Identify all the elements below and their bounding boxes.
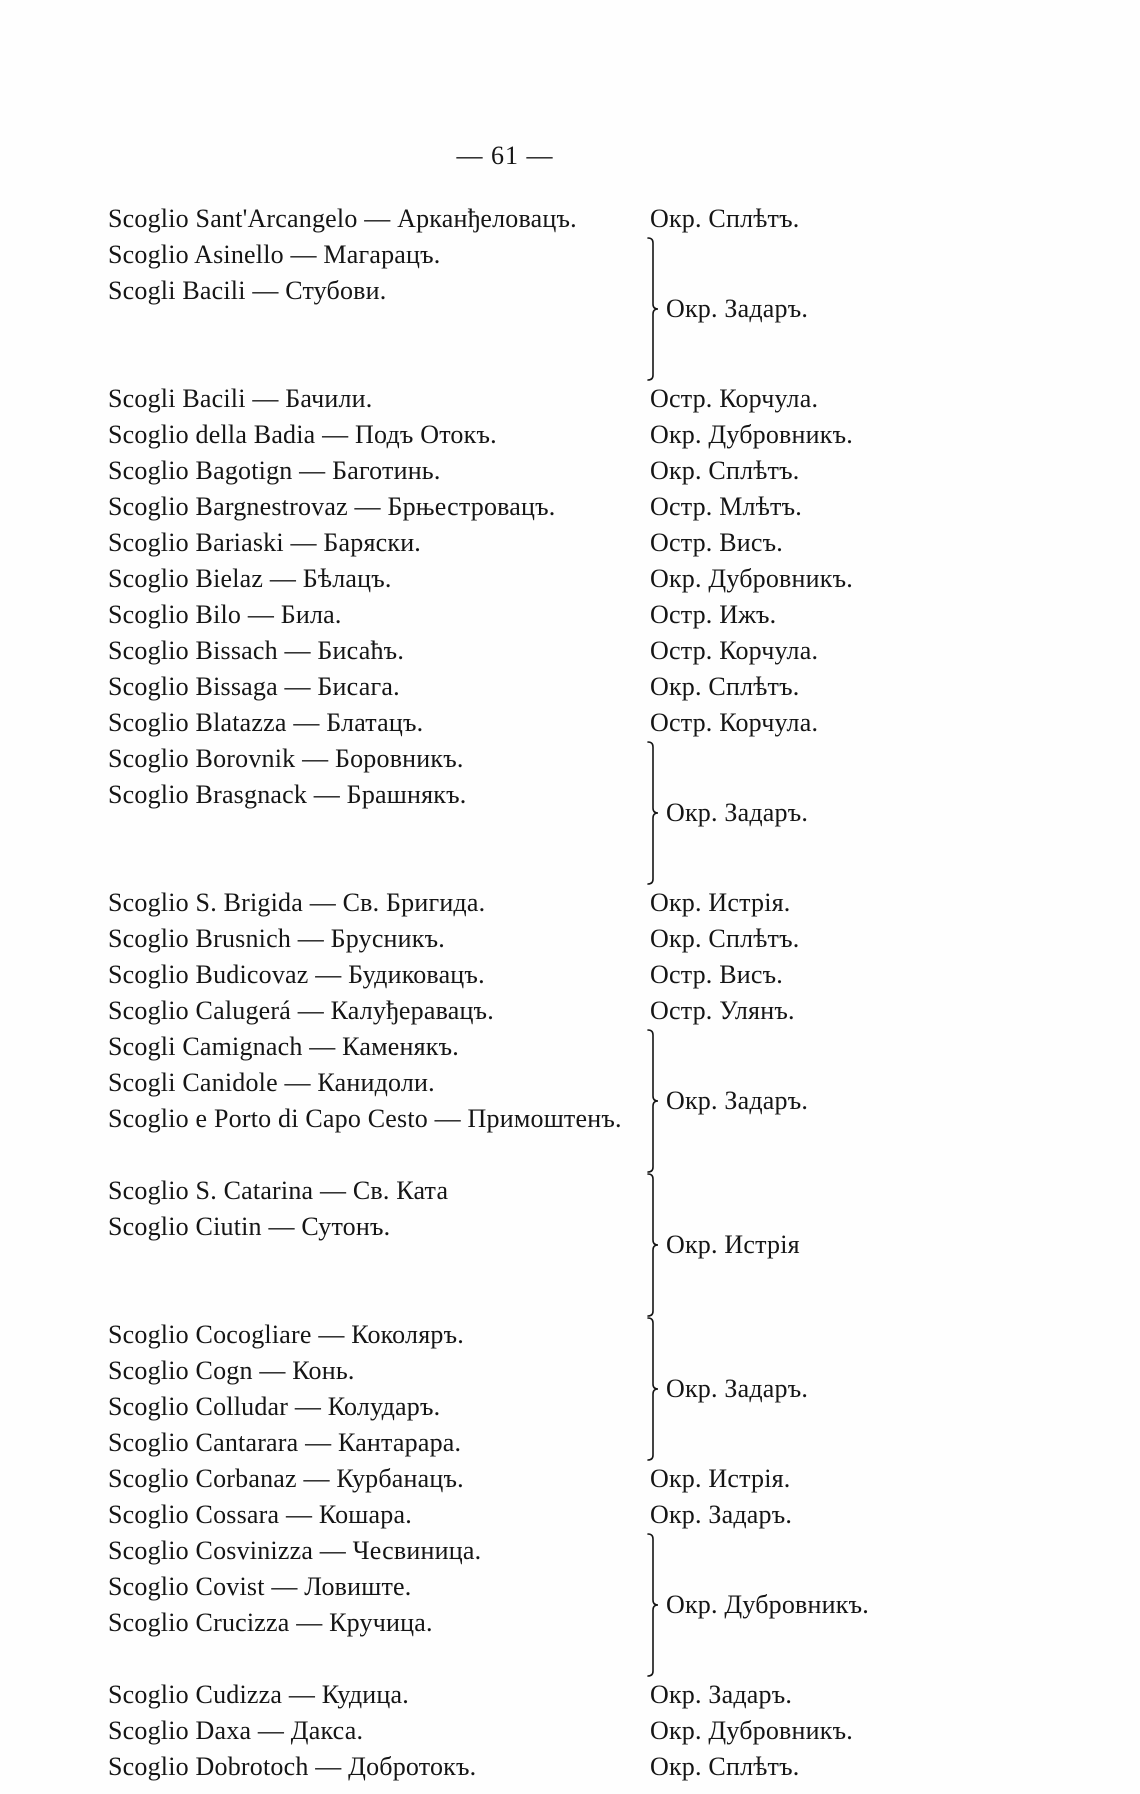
group-entries [108, 1461, 650, 1497]
district-label: Окр. Дубровникъ. [666, 1590, 869, 1619]
district-label: Остр. Млѣтъ. [650, 492, 802, 521]
entry-group [108, 741, 948, 885]
list-item: Scoglio Calugerá — Калуђеравацъ. [108, 996, 494, 1025]
district-cell [650, 1749, 799, 1785]
district-label: Остр. Корчула. [650, 708, 819, 737]
list-item: Scoglio Blatazza — Блатацъ. [108, 708, 424, 737]
group-entries [108, 885, 650, 921]
brace-stroke [648, 742, 658, 884]
district-cell [650, 1461, 791, 1497]
entry-group [108, 525, 948, 561]
district-cell [650, 705, 818, 741]
group-entries [108, 489, 650, 525]
district-label: Окр. Задаръ. [650, 1680, 793, 1709]
list-item: Scoglio Corbanaz — Курбанацъ. [108, 1464, 464, 1493]
group-entries [108, 921, 650, 957]
district-cell [650, 201, 799, 237]
group-entries [108, 1173, 650, 1317]
district-label: Окр. Задаръ. [666, 798, 809, 827]
entry-group [108, 1713, 948, 1749]
brace-stroke [648, 238, 658, 380]
entry-group [108, 633, 948, 669]
list-item: Scoglio Bargnestrovaz — Брњестровацъ. [108, 492, 556, 521]
district-cell [650, 453, 799, 489]
list-item: Scoglio e Porto di Capo Cesto — Примоштенъ. [108, 1104, 622, 1133]
brace-stroke [648, 1030, 658, 1172]
group-entries [108, 417, 650, 453]
entry-group [108, 417, 948, 453]
list-item: Scoglio Sant'Arcangelo — Арканђеловацъ. [108, 204, 577, 233]
list-item: Scogli Canidole — Канидоли. [108, 1068, 435, 1097]
entry-group [108, 1749, 948, 1785]
district-cell [650, 561, 853, 597]
list-item: Scoglio Brasgnack — Брашнякъ. [108, 780, 467, 809]
entry-group [108, 1677, 948, 1713]
list-item: Scoglio Bissaga — Бисага. [108, 672, 400, 701]
group-entries [108, 741, 650, 885]
district-label: Окр. Истрія. [650, 888, 791, 917]
district-cell [646, 1173, 800, 1317]
list-item: Scoglio Brusnich — Брусникъ. [108, 924, 445, 953]
group-entries [108, 1029, 650, 1173]
district-label: Окр. Сплѣтъ. [650, 1752, 800, 1781]
list-item: Scoglio Cudizza — Кудица. [108, 1680, 409, 1709]
group-entries [108, 1713, 650, 1749]
district-label: Окр. Сплѣтъ. [650, 456, 800, 485]
entry-group [108, 453, 948, 489]
district-cell [650, 669, 799, 705]
district-cell [650, 921, 799, 957]
curly-brace [646, 1317, 660, 1461]
entry-group [108, 921, 948, 957]
district-cell [650, 417, 853, 453]
entry-group [108, 201, 948, 237]
district-cell [650, 993, 795, 1029]
district-cell [650, 957, 783, 993]
entry-group [108, 669, 948, 705]
group-entries [108, 993, 650, 1029]
list-item: Scoglio Cantarara — Кантарара. [108, 1428, 462, 1457]
entry-group [108, 885, 948, 921]
group-entries [108, 453, 650, 489]
list-item: Scoglio Cossara — Кошара. [108, 1500, 412, 1529]
group-entries [108, 237, 650, 381]
entry-group [108, 1461, 948, 1497]
group-entries [108, 1533, 650, 1677]
list-item: Scoglio S. Catarina — Св. Ката [108, 1176, 449, 1205]
district-label: Окр. Задаръ. [666, 1086, 809, 1115]
entry-group [108, 1317, 948, 1461]
entry-group [108, 1029, 948, 1173]
entry-group [108, 993, 948, 1029]
list-item: Scoglio Daxa — Дакса. [108, 1716, 364, 1745]
district-cell [650, 1677, 792, 1713]
group-entries [108, 381, 650, 417]
list-item: Scoglio S. Brigida — Св. Бригида. [108, 888, 486, 917]
district-label: Окр. Сплѣтъ. [650, 204, 800, 233]
district-label: Остр. Корчула. [650, 384, 819, 413]
district-cell [650, 885, 791, 921]
district-cell [650, 633, 818, 669]
district-cell [646, 237, 808, 381]
district-label: Остр. Корчула. [650, 636, 819, 665]
district-label: Остр. Висъ. [650, 528, 783, 557]
list-item: Scogli Bacili — Бачили. [108, 384, 373, 413]
list-item: Scoglio Bilo — Била. [108, 600, 342, 629]
list-item: Scoglio Bissach — Бисаћъ. [108, 636, 405, 665]
list-item: Scogli Bacili — Стубови. [108, 276, 387, 305]
district-cell [650, 525, 783, 561]
list-item: Scoglio Crucizza — Кручица. [108, 1608, 433, 1637]
district-label: Остр. Ижъ. [650, 600, 777, 629]
curly-brace [646, 1173, 660, 1317]
list-item: Scoglio Budicovaz — Будиковацъ. [108, 960, 485, 989]
district-label: Окр. Дубровникъ. [650, 1716, 853, 1745]
district-label: Окр. Сплѣтъ. [650, 672, 800, 701]
island-list [108, 201, 948, 1785]
entry-group [108, 957, 948, 993]
entry-group [108, 561, 948, 597]
group-entries [108, 525, 650, 561]
group-entries [108, 1317, 650, 1461]
list-item: Scoglio della Badia — Подъ Отокъ. [108, 420, 497, 449]
group-entries [108, 561, 650, 597]
brace-stroke [648, 1174, 658, 1316]
curly-brace [646, 237, 660, 381]
entry-group [108, 705, 948, 741]
district-label: Остр. Улянъ. [650, 996, 795, 1025]
list-item: Scoglio Borovnik — Боровникъ. [108, 744, 464, 773]
curly-brace [646, 1533, 660, 1677]
group-entries [108, 633, 650, 669]
list-item: Scoglio Asinello — Магарацъ. [108, 240, 441, 269]
district-cell [650, 489, 802, 525]
list-item: Scogli Camignach — Каменякъ. [108, 1032, 459, 1061]
entry-group [108, 381, 948, 417]
entry-group [108, 1173, 948, 1317]
list-item: Scoglio Cosvinizza — Чесвиница. [108, 1536, 482, 1565]
district-cell [650, 381, 818, 417]
group-entries [108, 957, 650, 993]
brace-stroke [648, 1534, 658, 1676]
district-label: Окр. Задаръ. [650, 1500, 793, 1529]
list-item: Scoglio Covist — Ловиште. [108, 1572, 412, 1601]
group-entries [108, 597, 650, 633]
list-item: Scoglio Cocogliare — Коколяръ. [108, 1320, 464, 1349]
district-cell [650, 1497, 792, 1533]
entry-group [108, 1533, 948, 1677]
brace-stroke [648, 1318, 658, 1460]
district-cell [646, 741, 808, 885]
group-entries [108, 1497, 650, 1533]
district-label: Окр. Задаръ. [666, 1374, 809, 1403]
list-item: Scoglio Bielaz — Бѣлацъ. [108, 564, 392, 593]
list-item: Scoglio Ciutin — Сутонъ. [108, 1212, 391, 1241]
group-entries [108, 705, 650, 741]
list-item: Scoglio Dobrotoch — Добротокъ. [108, 1752, 477, 1781]
entry-group [108, 597, 948, 633]
district-cell [650, 1713, 853, 1749]
group-entries [108, 1749, 650, 1785]
district-label: Окр. Дубровникъ. [650, 564, 853, 593]
district-cell [646, 1533, 869, 1677]
district-cell [646, 1029, 808, 1173]
district-label: Остр. Висъ. [650, 960, 783, 989]
district-label: Окр. Истрія. [650, 1464, 791, 1493]
district-label: Окр. Дубровникъ. [650, 420, 853, 449]
group-entries [108, 1677, 650, 1713]
district-label: Окр. Сплѣтъ. [650, 924, 800, 953]
entry-group [108, 1497, 948, 1533]
page-number: — 61 — [456, 141, 554, 170]
district-cell [646, 1317, 808, 1461]
district-label: Окр. Задаръ. [666, 294, 809, 323]
curly-brace [646, 741, 660, 885]
entry-group [108, 237, 948, 381]
list-item: Scoglio Cogn — Конь. [108, 1356, 355, 1385]
entry-group [108, 489, 948, 525]
district-cell [650, 597, 776, 633]
group-entries [108, 201, 650, 237]
list-item: Scoglio Colludar — Колударъ. [108, 1392, 441, 1421]
curly-brace [646, 1029, 660, 1173]
district-label: Окр. Истрія [666, 1230, 800, 1259]
group-entries [108, 669, 650, 705]
list-item: Scoglio Bariaski — Баряски. [108, 528, 422, 557]
list-item: Scoglio Bagotign — Баготинь. [108, 456, 441, 485]
